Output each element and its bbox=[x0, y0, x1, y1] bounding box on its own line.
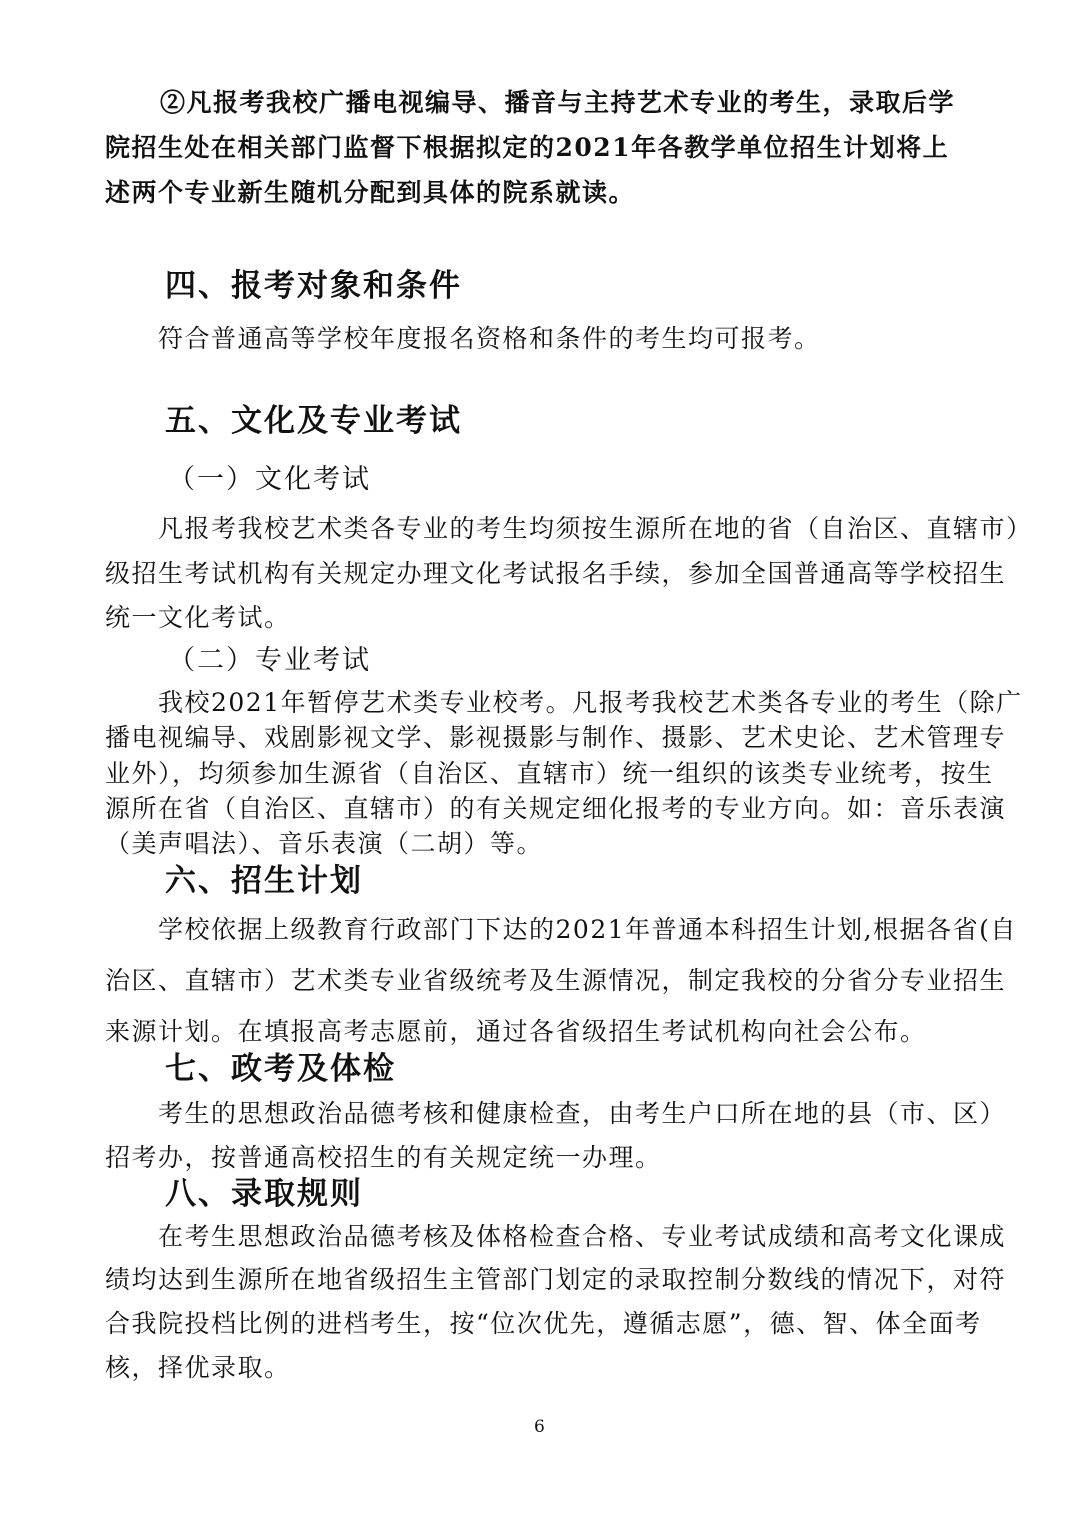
section-7-heading: 七、政考及体检 bbox=[165, 1051, 396, 1087]
section-6-line-2: 治区、直辖市）艺术类专业省级统考及生源情况，制定我校的分省分专业招生 bbox=[105, 966, 1007, 995]
section-6-line-1: 学校依据上级教育行政部门下达的2021年普通本科招生计划,根据各省(自 bbox=[158, 915, 1017, 944]
section-8-heading: 八、录取规则 bbox=[165, 1176, 363, 1212]
section-5-sub2-line-1: 我校2021年暂停艺术类专业校考。凡报考我校艺术类各专业的考生（除广 bbox=[158, 688, 1023, 717]
section-5-sub2-line-3: 业外），均须参加生源省（自治区、直辖市）统一组织的该类专业统考，按生 bbox=[105, 759, 994, 788]
section-8-line-3: 合我院投档比例的进档考生，按“位次优先，遵循志愿”，德、智、体全面考 bbox=[105, 1309, 982, 1338]
intro-line-1: ②凡报考我校广播电视编导、播音与主持艺术专业的考生，录取后学 bbox=[160, 88, 956, 117]
section-5-sub1-heading: （一）文化考试 bbox=[168, 464, 371, 495]
intro-line-2: 院招生处在相关部门监督下根据拟定的2021年各教学单位招生计划将上 bbox=[105, 133, 950, 162]
section-5-sub2-line-2: 播电视编导、戏剧影视文学、影视摄影与制作、摄影、艺术史论、艺术管理专 bbox=[105, 723, 1007, 752]
section-6-line-3: 来源计划。在填报高考志愿前，通过各省级招生考试机构向社会公布。 bbox=[105, 1017, 927, 1046]
section-5-sub1-line-2: 级招生考试机构有关规定办理文化考试报名手续，参加全国普通高等学校招生 bbox=[105, 559, 1007, 588]
section-5-sub2-heading: （二）专业考试 bbox=[168, 645, 371, 676]
section-7-line-2: 招考办，按普通高校招生的有关规定统一办理。 bbox=[105, 1143, 662, 1172]
section-7-line-1: 考生的思想政治品德考核和健康检查，由考生户口所在地的县（市、区） bbox=[158, 1099, 1007, 1128]
section-5-sub2-line-4: 源所在省（自治区、直辖市）的有关规定细化报考的专业方向。如：音乐表演 bbox=[105, 794, 1007, 823]
section-8-line-1: 在考生思想政治品德考核及体格检查合格、专业考试成绩和高考文化课成 bbox=[158, 1222, 1007, 1251]
section-4-line-1: 符合普通高等学校年度报名资格和条件的考生均可报考。 bbox=[158, 324, 821, 353]
section-5-sub2-line-5: （美声唱法）、音乐表演（二胡）等。 bbox=[105, 829, 544, 858]
section-8-line-2: 绩均达到生源所在地省级招生主管部门划定的录取控制分数线的情况下，对符 bbox=[105, 1265, 1007, 1294]
section-5-heading: 五、文化及专业考试 bbox=[165, 403, 462, 439]
intro-line-3: 述两个专业新生随机分配到具体的院系就读。 bbox=[105, 178, 636, 207]
section-5-sub1-line-3: 统一文化考试。 bbox=[105, 603, 291, 632]
section-8-line-4: 核，择优录取。 bbox=[105, 1353, 291, 1382]
section-4-heading: 四、报考对象和条件 bbox=[165, 268, 462, 304]
section-6-heading: 六、招生计划 bbox=[165, 863, 363, 899]
page-number: 6 bbox=[534, 1417, 545, 1437]
section-5-sub1-line-1: 凡报考我校艺术类各专业的考生均须按生源所在地的省（自治区、直辖市） bbox=[158, 514, 1033, 543]
